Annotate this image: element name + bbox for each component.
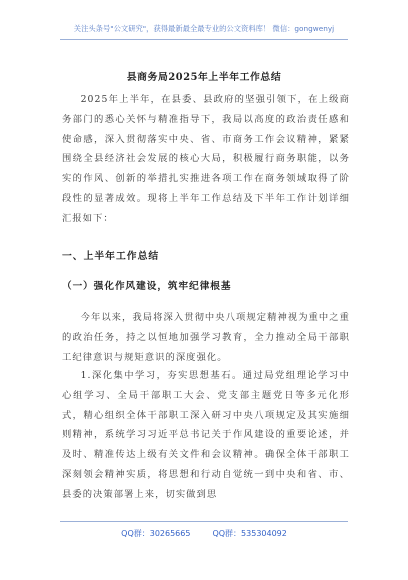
paragraph-discipline-text: 今年以来，我局将深入贯彻中央八项规定精神视为重中之重的政治任务，持之以恒地加强学习教育，全力推动全局干部职工纪律意识与规矩意识的深度强化。 <box>62 312 350 363</box>
footer-divider <box>60 521 348 522</box>
paragraph-study-text: 1.深化集中学习，夯实思想基石。通过局党组理论学习中心组学习、全局干部职工大会、党支部主题党日等多元化形式，精心组织全体干部职工深入研习中央八项规定及其实施细则精神，系统学习习近平总书记关于作风建设的重要论述，并及时、精准传达上级有关文件和会议精神。确保全体干部职工深刻领会精神实质，将思想和行动自觉统一到中央和省、市、县委的决策部署上来，切实做到思 <box>62 370 350 500</box>
header-divider <box>60 39 348 40</box>
paragraph-discipline <box>62 308 350 367</box>
section-heading: 一、上半年工作总结 <box>62 251 160 262</box>
banner-text: 关注头条号"公文研究"，获得最新最全最专业的公文资料库！ 微信：gongwenyj <box>73 24 335 33</box>
intro-paragraph <box>62 90 350 229</box>
qq-group-1: QQ群：30265665 <box>121 529 191 538</box>
paragraph-study <box>62 366 350 505</box>
qq-group-2: QQ群：535304092 <box>212 529 287 538</box>
subsection-heading: （一）强化作风建设，筑牢纪律根基 <box>62 281 232 292</box>
document-title: 县商务局2025年上半年工作总结 <box>126 72 282 83</box>
intro-paragraph-text: 2025年上半年，在县委、县政府的坚强引领下，在上级商务部门的悉心关怀与精准指导下，我局以高度的政治责任感和使命感，深入贯彻落实中央、省、市商务工作会议精神，紧紧围绕全县经济社会发展的核心大局，积极履行商务职能，以务实的作风、创新的举措扎实推进各项工作在商务领域取得了阶段性的显著成效。现将上半年工作总结及下半年工作计划详细汇报如下： <box>62 94 350 224</box>
footer <box>0 528 408 539</box>
